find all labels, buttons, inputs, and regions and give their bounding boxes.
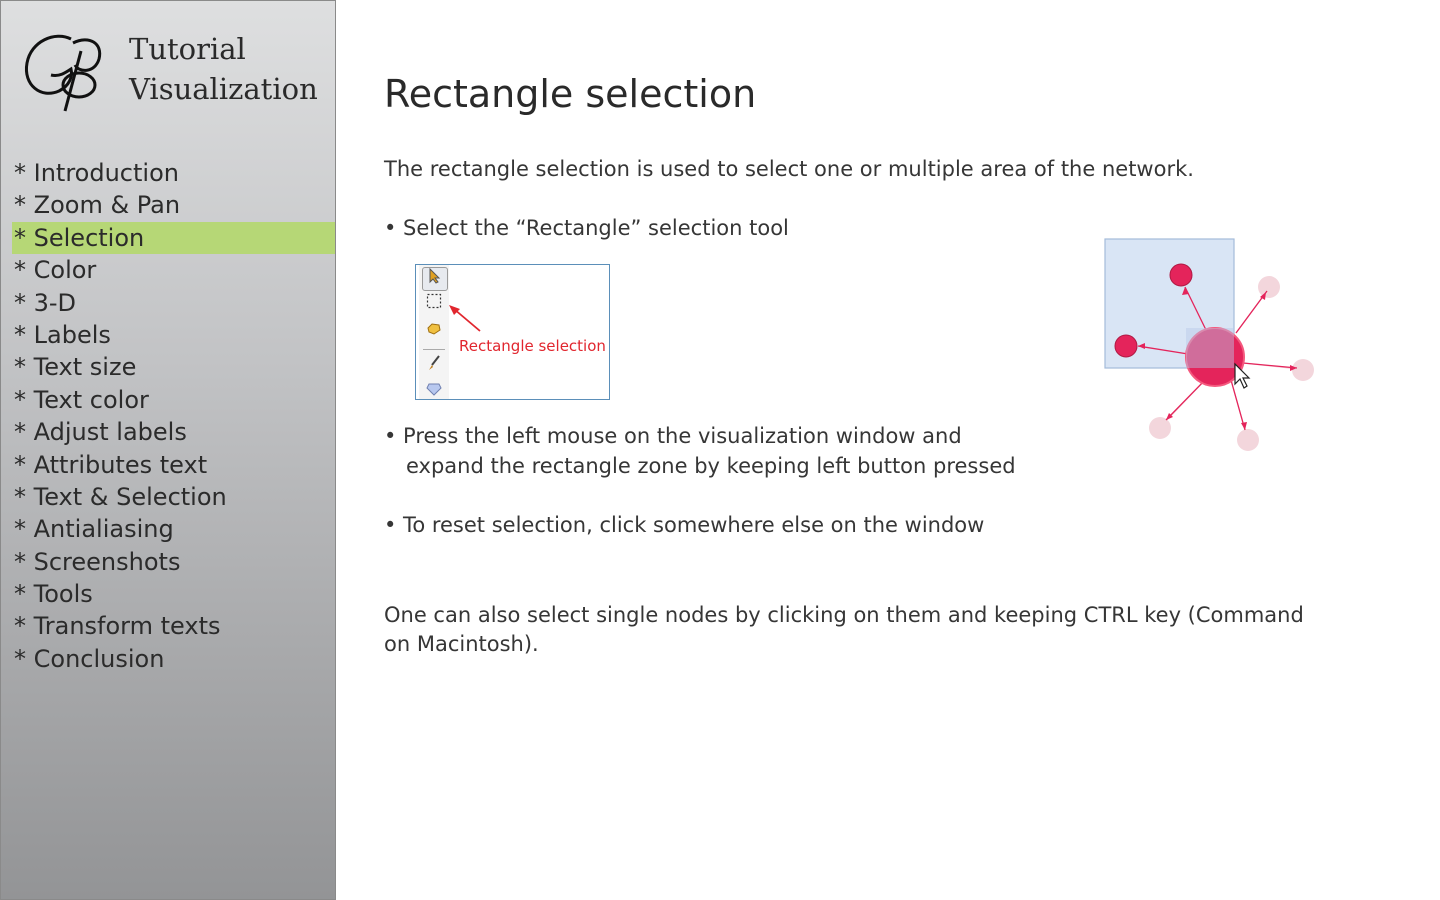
intro-text: The rectangle selection is used to select one or multiple area of the network. <box>384 157 1194 181</box>
tool-divider <box>423 349 445 350</box>
page-title: Rectangle selection <box>384 72 757 116</box>
bullet-select-tool: • Select the “Rectangle” selection tool <box>384 216 789 240</box>
sidebar-item-text-color[interactable]: * Text color <box>14 385 149 414</box>
tool-column <box>419 265 449 399</box>
sidebar-item-selection[interactable]: * Selection <box>12 222 335 254</box>
sidebar-item-color[interactable]: * Color <box>14 256 97 285</box>
bullet-reset-selection: • To reset selection, click somewhere else on the window <box>384 513 985 537</box>
sidebar-item-labels[interactable]: * Labels <box>14 320 111 349</box>
sidebar-item-introduction[interactable]: * Introduction <box>14 159 179 187</box>
sidebar-item-3d[interactable]: * 3-D <box>14 288 77 317</box>
note-ctrl-line-2: on Macintosh). <box>384 632 539 656</box>
gephi-logo-icon <box>19 29 109 113</box>
lasso-icon <box>422 321 446 343</box>
brand-line-2: Visualization <box>129 72 318 106</box>
brand-line-1: Tutorial <box>129 32 246 66</box>
network-selection-diagram <box>1095 232 1325 462</box>
sidebar-nav <box>12 157 335 675</box>
sidebar-item-zoom-pan[interactable]: * Zoom & Pan <box>14 191 181 220</box>
sidebar-item-text-size[interactable]: * Text size <box>14 353 137 382</box>
pointer-icon <box>422 267 448 291</box>
selected-node-top <box>1170 264 1192 286</box>
sidebar-item-antialiasing[interactable]: * Antialiasing <box>14 515 174 544</box>
sidebar-item-transform-texts[interactable]: * Transform texts <box>14 612 221 641</box>
diamond-icon <box>422 381 446 400</box>
brand-title <box>129 29 318 109</box>
rectangle-selection-label: Rectangle selection <box>459 337 606 355</box>
red-arrow-icon <box>446 303 486 335</box>
sidebar-item-attributes-text[interactable]: * Attributes text <box>14 450 208 479</box>
rectangle-select-icon <box>422 293 446 315</box>
selected-node-left <box>1115 335 1137 357</box>
hub-selection-overlay <box>1186 328 1234 368</box>
bullet-press-mouse-continued: expand the rectangle zone by keeping left button pressed <box>406 454 1016 478</box>
brush-icon <box>422 355 446 377</box>
sidebar <box>0 0 336 900</box>
sidebar-item-adjust-labels[interactable]: * Adjust labels <box>14 418 187 447</box>
note-ctrl-line-1: One can also select single nodes by clicking on them and keeping CTRL key (Command <box>384 603 1304 627</box>
sidebar-item-conclusion[interactable]: * Conclusion <box>14 644 165 673</box>
sidebar-item-tools[interactable]: * Tools <box>14 580 93 609</box>
bullet-press-mouse: • Press the left mouse on the visualization window and <box>384 424 962 448</box>
sidebar-item-text-selection[interactable]: * Text & Selection <box>14 482 227 511</box>
toolbar-screenshot <box>415 264 610 400</box>
sidebar-item-screenshots[interactable]: * Screenshots <box>14 547 181 576</box>
